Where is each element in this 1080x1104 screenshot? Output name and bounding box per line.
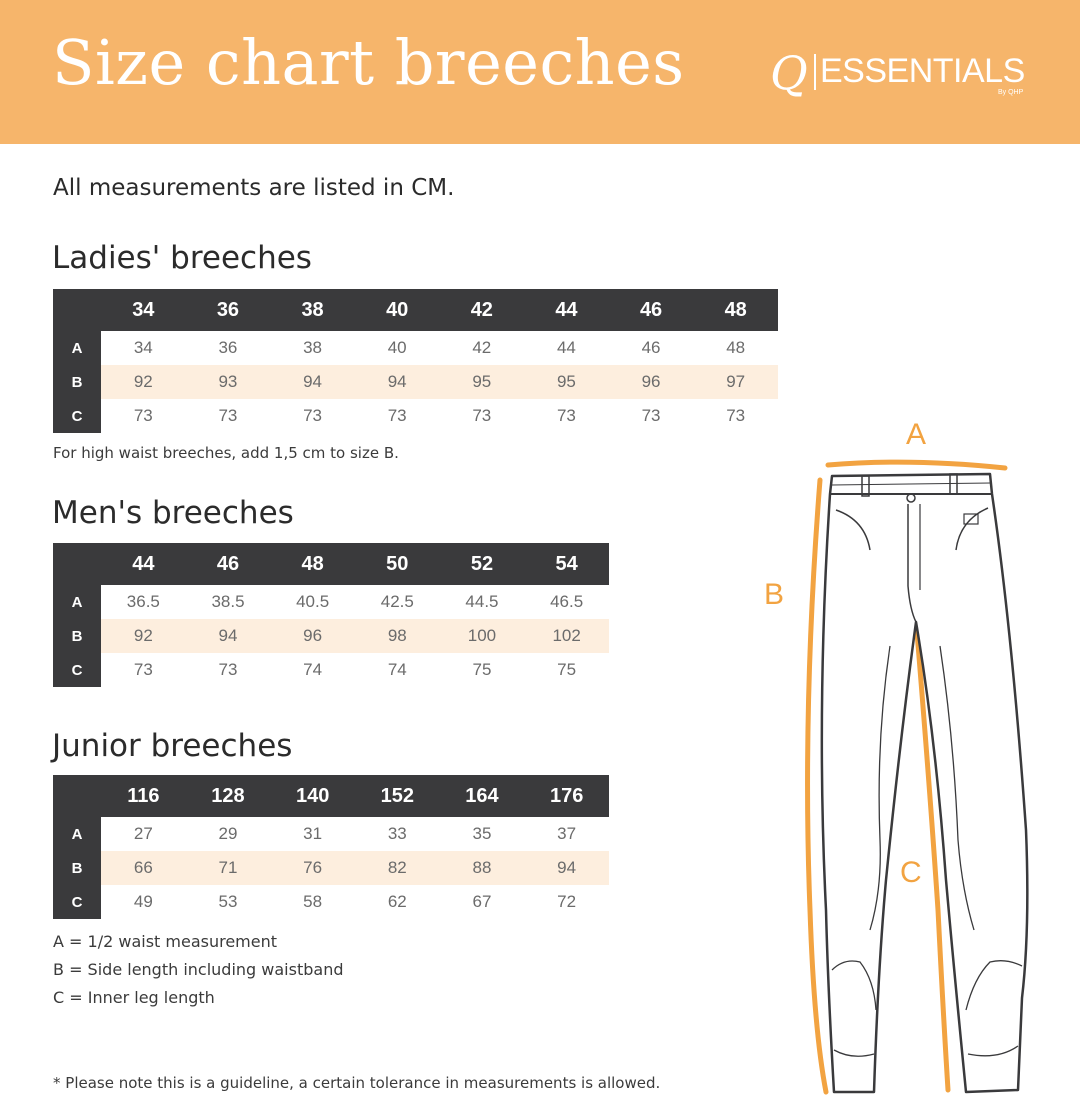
row-label: C bbox=[53, 399, 101, 433]
table-cell: 97 bbox=[693, 365, 778, 399]
table-cell: 82 bbox=[355, 851, 440, 885]
table-cell: 35 bbox=[472, 824, 492, 843]
row-label: B bbox=[53, 619, 101, 653]
table-cell: 42 bbox=[472, 338, 492, 357]
size-header: 50 bbox=[355, 543, 440, 585]
row-label: C bbox=[53, 653, 101, 687]
logo-byline: By QHP bbox=[998, 89, 1024, 96]
table-cell: 49 bbox=[133, 892, 153, 911]
size-header: 140 bbox=[270, 775, 355, 817]
size-header: 42 bbox=[440, 289, 525, 331]
size-header: 44 bbox=[524, 289, 609, 331]
size-header: 176 bbox=[524, 775, 609, 817]
legend-item-a: A = 1/2 waist measurement bbox=[53, 932, 278, 951]
table-cell: 53 bbox=[218, 892, 238, 911]
table-cell: 66 bbox=[101, 851, 186, 885]
table-row bbox=[53, 817, 609, 851]
size-header: 52 bbox=[440, 543, 525, 585]
table-cell: 31 bbox=[303, 824, 323, 843]
legend-item-c: C = Inner leg length bbox=[53, 988, 215, 1007]
table-row bbox=[53, 653, 609, 687]
ladies-note: For high waist breeches, add 1,5 cm to size B. bbox=[53, 444, 399, 462]
breeches-illustration bbox=[740, 410, 1060, 1100]
table-cell: 38.5 bbox=[211, 592, 245, 611]
table-cell: 29 bbox=[218, 824, 238, 843]
table-cell: 40.5 bbox=[296, 592, 330, 611]
table-cell: 58 bbox=[303, 892, 323, 911]
logo-mark: Q bbox=[770, 46, 808, 100]
table-cell: 71 bbox=[186, 851, 271, 885]
table-cell: 27 bbox=[133, 824, 153, 843]
size-header: 48 bbox=[270, 543, 355, 585]
table-cell: 38 bbox=[303, 338, 323, 357]
measurement-legend bbox=[53, 928, 343, 1012]
table-cell: 46.5 bbox=[550, 592, 584, 611]
size-header-row bbox=[53, 289, 778, 331]
table-cell: 33 bbox=[387, 824, 407, 843]
table-cell: 92 bbox=[101, 619, 186, 653]
row-label: B bbox=[53, 851, 101, 885]
table-cell: 37 bbox=[557, 824, 577, 843]
size-header-row bbox=[53, 775, 609, 817]
ladies-size-table bbox=[53, 289, 778, 433]
dimension-label-b: B bbox=[764, 578, 785, 611]
table-cell: 100 bbox=[440, 619, 525, 653]
table-cell: 75 bbox=[557, 660, 577, 679]
dimension-label-a: A bbox=[906, 418, 927, 451]
intro-text: All measurements are listed in CM. bbox=[53, 175, 455, 201]
table-cell: 93 bbox=[186, 365, 271, 399]
header-banner bbox=[0, 0, 1080, 144]
table-cell: 73 bbox=[472, 406, 492, 425]
table-cell: 96 bbox=[609, 365, 694, 399]
junior-title: Junior breeches bbox=[52, 728, 293, 764]
row-label: C bbox=[53, 885, 101, 919]
table-cell: 46 bbox=[641, 338, 661, 357]
header-corner bbox=[53, 775, 101, 817]
page-title: Size chart breeches bbox=[52, 26, 685, 99]
table-cell: 76 bbox=[270, 851, 355, 885]
table-cell: 62 bbox=[387, 892, 407, 911]
table-cell: 73 bbox=[303, 406, 323, 425]
ladies-title: Ladies' breeches bbox=[52, 240, 312, 276]
table-cell: 44 bbox=[556, 338, 576, 357]
table-cell: 34 bbox=[133, 338, 153, 357]
table-cell: 94 bbox=[355, 365, 440, 399]
size-header: 164 bbox=[440, 775, 525, 817]
table-cell: 36 bbox=[218, 338, 238, 357]
row-label: A bbox=[53, 331, 101, 365]
table-cell: 36.5 bbox=[126, 592, 160, 611]
table-cell: 44.5 bbox=[465, 592, 499, 611]
table-cell: 88 bbox=[440, 851, 525, 885]
table-row bbox=[53, 619, 609, 653]
table-cell: 73 bbox=[556, 406, 576, 425]
table-cell: 92 bbox=[101, 365, 186, 399]
table-cell: 75 bbox=[472, 660, 492, 679]
size-header: 40 bbox=[355, 289, 440, 331]
dimension-label-c: C bbox=[900, 856, 922, 889]
header-corner bbox=[53, 289, 101, 331]
mens-size-table bbox=[53, 543, 609, 687]
size-header: 34 bbox=[101, 289, 186, 331]
table-cell: 94 bbox=[270, 365, 355, 399]
table-cell: 94 bbox=[524, 851, 609, 885]
table-row bbox=[53, 365, 778, 399]
header-corner bbox=[53, 543, 101, 585]
table-cell: 74 bbox=[387, 660, 407, 679]
row-label: B bbox=[53, 365, 101, 399]
brand-logo bbox=[770, 48, 1040, 104]
size-header: 128 bbox=[186, 775, 271, 817]
table-cell: 94 bbox=[186, 619, 271, 653]
mens-title: Men's breeches bbox=[52, 495, 294, 531]
size-header: 38 bbox=[270, 289, 355, 331]
table-cell: 67 bbox=[472, 892, 492, 911]
table-cell: 73 bbox=[218, 406, 238, 425]
logo-word: ESSENTIALS bbox=[820, 52, 1025, 90]
table-cell: 74 bbox=[303, 660, 323, 679]
size-header: 46 bbox=[609, 289, 694, 331]
size-header: 36 bbox=[186, 289, 271, 331]
table-cell: 73 bbox=[726, 406, 746, 425]
legend-item-b: B = Side length including waistband bbox=[53, 960, 344, 979]
row-label: A bbox=[53, 585, 101, 619]
size-header: 116 bbox=[101, 775, 186, 817]
table-row bbox=[53, 885, 609, 919]
logo-divider bbox=[814, 54, 816, 90]
size-header-row bbox=[53, 543, 609, 585]
table-row bbox=[53, 399, 778, 433]
table-cell: 98 bbox=[355, 619, 440, 653]
table-cell: 72 bbox=[557, 892, 577, 911]
table-cell: 73 bbox=[641, 406, 661, 425]
table-cell: 73 bbox=[133, 660, 153, 679]
size-header: 44 bbox=[101, 543, 186, 585]
size-header: 152 bbox=[355, 775, 440, 817]
table-cell: 73 bbox=[218, 660, 238, 679]
table-cell: 73 bbox=[133, 406, 153, 425]
row-label: A bbox=[53, 817, 101, 851]
tolerance-footnote: * Please note this is a guideline, a certain tolerance in measurements is allowed. bbox=[53, 1074, 661, 1092]
table-cell: 48 bbox=[726, 338, 746, 357]
table-cell: 102 bbox=[524, 619, 609, 653]
size-header: 48 bbox=[693, 289, 778, 331]
table-row bbox=[53, 585, 609, 619]
size-header: 54 bbox=[524, 543, 609, 585]
junior-size-table bbox=[53, 775, 609, 919]
table-row bbox=[53, 331, 778, 365]
table-cell: 42.5 bbox=[380, 592, 414, 611]
table-cell: 95 bbox=[524, 365, 609, 399]
table-cell: 95 bbox=[440, 365, 525, 399]
table-row bbox=[53, 851, 609, 885]
table-cell: 40 bbox=[387, 338, 407, 357]
table-cell: 96 bbox=[270, 619, 355, 653]
table-cell: 73 bbox=[387, 406, 407, 425]
size-header: 46 bbox=[186, 543, 271, 585]
breeches-icon bbox=[740, 410, 1060, 1100]
